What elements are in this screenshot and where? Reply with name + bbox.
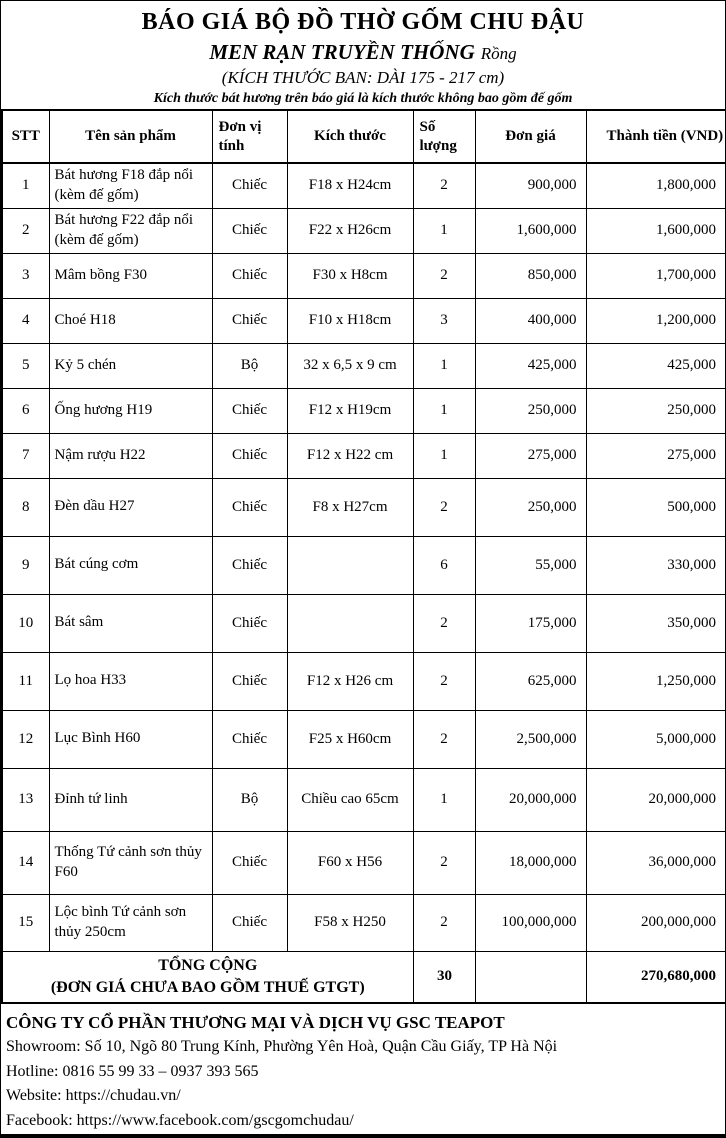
table-row [2, 298, 726, 343]
cell-size: F22 x H26cm [287, 208, 413, 253]
cell-amount: 425,000 [586, 343, 726, 388]
cell-unit-price: 250,000 [475, 388, 586, 433]
cell-name: Bát hương F22 đắp nổi (kèm đế gốm) [49, 208, 212, 253]
cell-name: Ống hương H19 [49, 388, 212, 433]
cell-size: F12 x H19cm [287, 388, 413, 433]
total-amount: 270,680,000 [586, 951, 726, 1003]
cell-unit: Chiếc [212, 433, 287, 478]
table-row [2, 768, 726, 831]
cell-name: Thống Tứ cảnh sơn thủy F60 [49, 831, 212, 894]
table-header-row [2, 110, 726, 163]
cell-qty: 2 [413, 163, 475, 208]
cell-unit: Bộ [212, 768, 287, 831]
cell-name: Choé H18 [49, 298, 212, 343]
cell-unit: Chiếc [212, 253, 287, 298]
table-row [2, 710, 726, 768]
total-label-line1: TỔNG CỘNG [158, 957, 258, 975]
column-header-size: Kích thước [287, 110, 413, 163]
cell-unit-price: 18,000,000 [475, 831, 586, 894]
total-row [2, 951, 726, 1003]
glaze-subtitle: MEN RẠN TRUYỀN THỐNG [209, 39, 475, 64]
cell-name: Lục Bình H60 [49, 710, 212, 768]
document-footer [1, 1004, 725, 1133]
hotline-numbers: Hotline: 0816 55 99 33 – 0937 393 565 [6, 1062, 259, 1080]
cell-name: Mâm bồng F30 [49, 253, 212, 298]
cell-size: F12 x H26 cm [287, 652, 413, 710]
cell-unit-price: 175,000 [475, 594, 586, 652]
cell-unit-price: 275,000 [475, 433, 586, 478]
cell-unit: Bộ [212, 343, 287, 388]
cell-name: Đỉnh tứ linh [49, 768, 212, 831]
cell-qty: 2 [413, 594, 475, 652]
cell-qty: 2 [413, 831, 475, 894]
cell-name: Bát hương F18 đắp nổi (kèm đế gốm) [49, 163, 212, 208]
cell-stt: 7 [2, 433, 49, 478]
cell-unit: Chiếc [212, 388, 287, 433]
cell-name: Đèn dầu H27 [49, 478, 212, 536]
website-url: Website: https://chudau.vn/ [6, 1087, 181, 1104]
cell-stt: 11 [2, 652, 49, 710]
cell-qty: 1 [413, 208, 475, 253]
table-row [2, 433, 726, 478]
cell-unit-price: 55,000 [475, 536, 586, 594]
table-row [2, 208, 726, 253]
cell-qty: 2 [413, 253, 475, 298]
total-label-line2: (ĐƠN GIÁ CHƯA BAO GỒM THUẾ GTGT) [50, 978, 365, 996]
cell-stt: 8 [2, 478, 49, 536]
cell-size: F25 x H60cm [287, 710, 413, 768]
table-row [2, 652, 726, 710]
cell-name: Bát sâm [49, 594, 212, 652]
table-body [2, 163, 726, 951]
cell-size: 32 x 6,5 x 9 cm [287, 343, 413, 388]
cell-name: Kỷ 5 chén [49, 343, 212, 388]
cell-stt: 6 [2, 388, 49, 433]
cell-unit: Chiếc [212, 831, 287, 894]
cell-unit-price: 850,000 [475, 253, 586, 298]
cell-unit-price: 425,000 [475, 343, 586, 388]
column-header-amount: Thành tiền (VND) [586, 110, 726, 163]
cell-stt: 9 [2, 536, 49, 594]
cell-unit: Chiếc [212, 894, 287, 951]
cell-stt: 15 [2, 894, 49, 951]
cell-unit-price: 625,000 [475, 652, 586, 710]
cell-unit: Chiếc [212, 536, 287, 594]
total-quantity: 30 [413, 951, 475, 1003]
cell-size: Chiều cao 65cm [287, 768, 413, 831]
table-row [2, 163, 726, 208]
cell-qty: 2 [413, 652, 475, 710]
cell-unit: Chiếc [212, 478, 287, 536]
company-name: CÔNG TY CỔ PHẦN THƯƠNG MẠI VÀ DỊCH VỤ GSC TEAPOT [6, 1013, 505, 1032]
showroom-address: Showroom: Số 10, Ngõ 80 Trung Kính, Phường Yên Hoà, Quận Cầu Giấy, TP Hà Nội [6, 1038, 558, 1055]
table-row [2, 478, 726, 536]
table-row [2, 894, 726, 951]
cell-stt: 4 [2, 298, 49, 343]
cell-stt: 5 [2, 343, 49, 388]
column-header-stt: STT [2, 110, 49, 163]
table-row [2, 536, 726, 594]
cell-name: Lộc bình Tứ cảnh sơn thủy 250cm [49, 894, 212, 951]
column-header-name: Tên sản phẩm [49, 110, 212, 163]
cell-name: Lọ hoa H33 [49, 652, 212, 710]
cell-stt: 13 [2, 768, 49, 831]
size-disclaimer: Kích thước bát hương trên báo giá là kích thước không bao gồm đế gốm [153, 91, 573, 107]
cell-qty: 1 [413, 343, 475, 388]
cell-unit: Chiếc [212, 298, 287, 343]
cell-qty: 6 [413, 536, 475, 594]
cell-unit: Chiếc [212, 710, 287, 768]
cell-size: F58 x H250 [287, 894, 413, 951]
cell-unit: Chiếc [212, 208, 287, 253]
cell-amount: 1,800,000 [586, 163, 726, 208]
table-row [2, 343, 726, 388]
cell-size: F18 x H24cm [287, 163, 413, 208]
cell-unit-price: 1,600,000 [475, 208, 586, 253]
cell-size: F60 x H56 [287, 831, 413, 894]
column-header-unit: Đơn vị tính [212, 110, 287, 163]
cell-amount: 275,000 [586, 433, 726, 478]
cell-unit: Chiếc [212, 652, 287, 710]
cell-amount: 1,200,000 [586, 298, 726, 343]
cell-stt: 14 [2, 831, 49, 894]
cell-unit: Chiếc [212, 163, 287, 208]
cell-unit-price: 250,000 [475, 478, 586, 536]
pattern-name: Rồng [480, 43, 517, 63]
cell-stt: 3 [2, 253, 49, 298]
cell-stt: 2 [2, 208, 49, 253]
cell-amount: 330,000 [586, 536, 726, 594]
cell-unit-price: 2,500,000 [475, 710, 586, 768]
cell-size: F8 x H27cm [287, 478, 413, 536]
cell-size: F10 x H18cm [287, 298, 413, 343]
facebook-url: Facebook: https://www.facebook.com/gscgomchudau/ [6, 1111, 354, 1129]
cell-stt: 12 [2, 710, 49, 768]
cell-amount: 5,000,000 [586, 710, 726, 768]
cell-amount: 250,000 [586, 388, 726, 433]
cell-unit-price: 20,000,000 [475, 768, 586, 831]
cell-qty: 1 [413, 768, 475, 831]
total-unit-price-empty [475, 951, 586, 1003]
cell-qty: 2 [413, 894, 475, 951]
cell-name: Bát cúng cơm [49, 536, 212, 594]
table-row [2, 594, 726, 652]
cell-amount: 36,000,000 [586, 831, 726, 894]
cell-size [287, 536, 413, 594]
cell-amount: 20,000,000 [586, 768, 726, 831]
altar-size-note: (KÍCH THƯỚC BAN: DÀI 175 - 217 cm) [221, 67, 505, 87]
cell-amount: 350,000 [586, 594, 726, 652]
cell-amount: 1,250,000 [586, 652, 726, 710]
cell-stt: 10 [2, 594, 49, 652]
column-header-unit-price: Đơn giá [475, 110, 586, 163]
cell-unit-price: 900,000 [475, 163, 586, 208]
cell-qty: 2 [413, 710, 475, 768]
cell-qty: 3 [413, 298, 475, 343]
cell-amount: 1,700,000 [586, 253, 726, 298]
cell-size [287, 594, 413, 652]
cell-amount: 500,000 [586, 478, 726, 536]
cell-stt: 1 [2, 163, 49, 208]
cell-size: F12 x H22 cm [287, 433, 413, 478]
cell-qty: 2 [413, 478, 475, 536]
document-subtitle-line [1, 41, 725, 64]
table-row [2, 831, 726, 894]
total-label [2, 951, 413, 1003]
column-header-qty: Số lượng [413, 110, 475, 163]
cell-name: Nậm rượu H22 [49, 433, 212, 478]
document-title: BÁO GIÁ BỘ ĐỒ THỜ GỐM CHU ĐẬU [141, 9, 585, 35]
cell-unit-price: 400,000 [475, 298, 586, 343]
cell-amount: 1,600,000 [586, 208, 726, 253]
price-table [1, 109, 726, 1004]
table-row [2, 388, 726, 433]
cell-unit: Chiếc [212, 594, 287, 652]
document-header [1, 1, 725, 109]
cell-qty: 1 [413, 388, 475, 433]
cell-qty: 1 [413, 433, 475, 478]
table-row [2, 253, 726, 298]
cell-unit-price: 100,000,000 [475, 894, 586, 951]
cell-size: F30 x H8cm [287, 253, 413, 298]
cell-amount: 200,000,000 [586, 894, 726, 951]
